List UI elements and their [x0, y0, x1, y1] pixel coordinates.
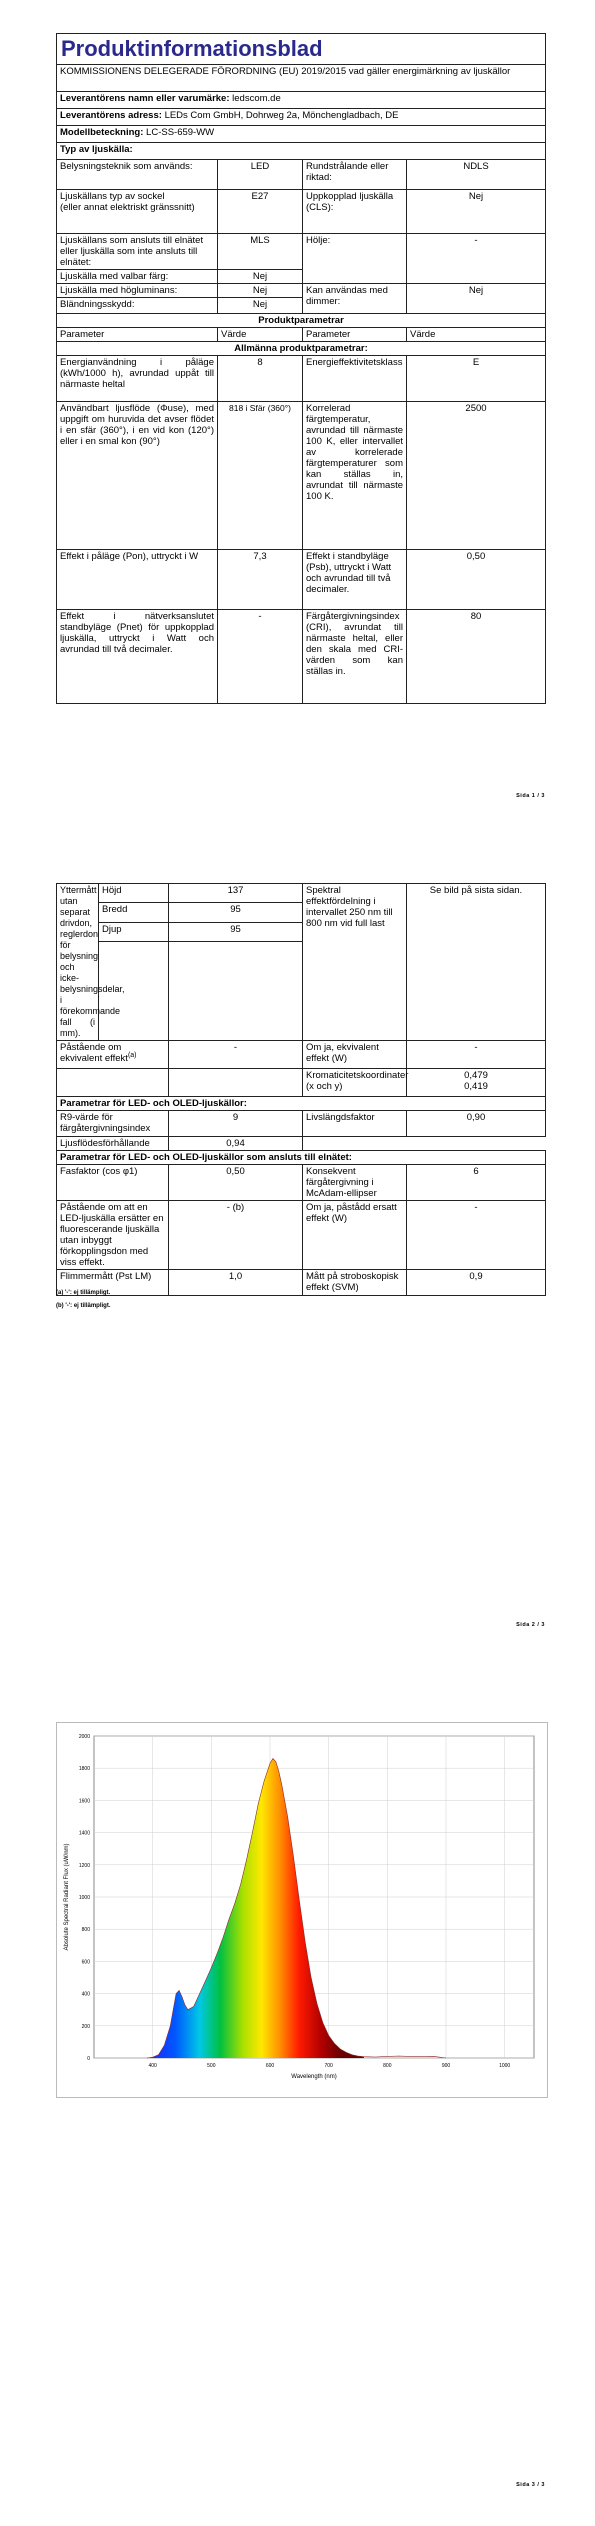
- y-tick-label: 2000: [78, 1734, 90, 1740]
- document-title: Produktinformationsblad: [57, 34, 546, 65]
- y-tick-label: 400: [81, 1991, 90, 1998]
- hl-label: Ljuskälla med högluminans:: [57, 284, 218, 298]
- glare-label: Bländningsskydd:: [57, 298, 218, 314]
- surv-label: Livslängdsfaktor: [303, 1111, 407, 1137]
- r9-value: 9: [169, 1111, 303, 1137]
- replacew-value: -: [407, 1201, 546, 1270]
- model-label: Modellbeteckning:: [60, 127, 144, 138]
- supplier-value: ledscom.de: [232, 93, 281, 104]
- pnet-label: Effekt i nätverksanslutet standbyläge (Pnet) för uppkopplad ljuskälla, uttryckt i Watt och avrundad till två decimaler.: [57, 610, 218, 704]
- equiv-footnote-marker: (a): [127, 1051, 137, 1059]
- flux-label: Användbart ljusflöde (Φuse), med uppgift om huruvida det avser flödet i en sfär (360°), i en vid kon (120°) eller i en smal kon (90°): [57, 402, 218, 550]
- tune-label: Ljuskälla med valbar färg:: [57, 270, 218, 284]
- lum-empty: [303, 1137, 407, 1151]
- led-title: Parametrar för LED- och OLED-ljuskällor:: [57, 1097, 546, 1111]
- model-value: LC-SS-659-WW: [146, 127, 215, 138]
- y-tick-label: 0: [87, 2056, 90, 2062]
- general-title: Allmänna produktparametrar:: [57, 342, 546, 356]
- width-value: 95: [169, 903, 303, 922]
- surv-value: 0,90: [407, 1111, 546, 1137]
- energy-value: 8: [218, 356, 303, 402]
- chrom-empty-1: [57, 1069, 169, 1097]
- cap-value: E27: [218, 190, 303, 234]
- address-row: [57, 109, 546, 126]
- equiv-value: -: [169, 1041, 303, 1069]
- address-label: Leverantörens adress:: [60, 110, 162, 121]
- replace-value: - (b): [169, 1201, 303, 1270]
- depth-label: Djup: [99, 922, 169, 941]
- chrom-x: 0,479: [464, 1070, 488, 1081]
- mains-value: MLS: [218, 234, 303, 270]
- x-tick-label: 1000: [499, 2063, 511, 2069]
- hl-value: Nej: [218, 284, 303, 298]
- pnet-value: -: [218, 610, 303, 704]
- page-number-1: Sida 1 / 3: [516, 793, 545, 799]
- width-label: Bredd: [99, 903, 169, 922]
- x-axis-label: Wavelength (nm): [291, 2074, 337, 2080]
- consist-label: Konsekvent färgåtergivning i McAdam-ellipser: [303, 1165, 407, 1201]
- cap-label-2: (eller annat elektriskt gränssnitt): [60, 202, 195, 213]
- regulation-text: KOMMISSIONENS DELEGERADE FÖRORDNING (EU) 2019/2015 vad gäller energimärkning av ljuskällor: [57, 65, 546, 92]
- x-tick-label: 600: [265, 2063, 275, 2069]
- cri-label: Färgåtergivningsindex (CRI), avrundat till närmaste heltal, eller den skala med CRI-värden som kan ställas in.: [303, 610, 407, 704]
- replacew-label: Om ja, påstådd ersatt effekt (W): [303, 1201, 407, 1270]
- page-2: [0, 883, 595, 1296]
- r9-label: R9-värde för färgåtergivningsindex: [57, 1111, 169, 1137]
- conn-label: Uppkopplad ljuskälla (CLS):: [303, 190, 407, 234]
- energy-label: Energianvändning i påläge (kWh/1000 h), avrundad uppåt till närmaste heltal: [57, 356, 218, 402]
- psb-value: 0,50: [407, 550, 546, 610]
- dim-label: Kan användas med dimmer:: [303, 284, 407, 314]
- supplier-row: [57, 92, 546, 109]
- cap-label: Ljuskällans typ av sockel: [60, 191, 165, 202]
- dim-value: Nej: [407, 284, 546, 314]
- model-row: [57, 126, 546, 143]
- product-info-table-page2: [56, 883, 546, 1296]
- svm-value: 0,9: [407, 1270, 546, 1296]
- type-label: Typ av ljuskälla:: [57, 143, 546, 160]
- tune-value: Nej: [218, 270, 303, 284]
- spectrum-chart: [56, 1722, 548, 2098]
- eclass-label: Energieffektivitetsklass: [303, 356, 407, 402]
- footnote-b: (b) '-': ej tillämpligt.: [56, 1303, 111, 1309]
- cct-value: 2500: [407, 402, 546, 550]
- chrom-label: Kromaticitetskoordinater (x och y): [303, 1069, 407, 1097]
- mains-label: Ljuskällans som ansluts till elnätet eller ljuskälla som inte ansluts till elnätet:: [57, 234, 218, 270]
- nondir-label: Rundstrålande eller riktad:: [303, 160, 407, 190]
- header-value-2: Värde: [407, 328, 546, 342]
- consist-value: 6: [407, 1165, 546, 1201]
- equiv-cell: [57, 1041, 169, 1069]
- nondir-value: NDLS: [407, 160, 546, 190]
- svm-label: Mått på stroboskopisk effekt (SVM): [303, 1270, 407, 1296]
- pon-label: Effekt i påläge (Pon), uttryckt i W: [57, 550, 218, 610]
- replace-label: Påstående om att en LED-ljuskälla ersätter en fluorescerande ljuskälla utan inbyggt förkopplingsdon med viss effekt.: [57, 1201, 169, 1270]
- env-value: -: [407, 234, 546, 284]
- cap-cell: [57, 190, 218, 234]
- conn-value: Nej: [407, 190, 546, 234]
- psb-label: Effekt i standbyläge (Psb), uttryckt i Watt och avrundad till två decimaler.: [303, 550, 407, 610]
- page-number-3: Sida 3 / 3: [516, 2482, 545, 2488]
- lum-empty-2: [407, 1137, 546, 1151]
- equiv-label: Påstående om ekvivalent effekt: [60, 1042, 128, 1064]
- y-axis-label: Absolute Spectral Radiant Flux (uW/nm): [64, 1843, 70, 1951]
- y-tick-label: 800: [81, 1927, 90, 1934]
- header-value-1: Värde: [218, 328, 303, 342]
- cri-value: 80: [407, 610, 546, 704]
- eclass-value: E: [407, 356, 546, 402]
- chrom-y: 0,419: [464, 1081, 488, 1092]
- page-number-2: Sida 2 / 3: [516, 1622, 545, 1628]
- header-param-1: Parameter: [57, 328, 218, 342]
- pf-label: Fasfaktor (cos φ1): [57, 1165, 169, 1201]
- y-tick-label: 200: [81, 2023, 90, 2030]
- y-tick-label: 1200: [78, 1862, 90, 1869]
- y-tick-label: 1600: [78, 1798, 90, 1805]
- params-title: Produktparametrar: [57, 314, 546, 328]
- chrom-values: [407, 1069, 546, 1097]
- chrom-empty-2: [169, 1069, 303, 1097]
- x-tick-label: 900: [441, 2063, 451, 2069]
- height-value: 137: [169, 884, 303, 903]
- tech-label: Belysningsteknik som används:: [57, 160, 218, 190]
- height-label: Höjd: [99, 884, 169, 903]
- dims-label: Yttermått utan separat drivdon, reglerdon för belysning och icke-belysningsdelar, i förekommande fall (i mm).: [57, 884, 99, 1041]
- product-info-table-page1: [56, 33, 546, 704]
- x-tick-label: 800: [383, 2063, 392, 2069]
- spd-label: Spektral effektfördelning i intervallet 250 nm till 800 nm vid full last: [303, 884, 407, 1041]
- supplier-label: Leverantörens namn eller varumärke:: [60, 93, 230, 104]
- page-1: [0, 33, 595, 704]
- equivw-value: -: [407, 1041, 546, 1069]
- env-label: Hölje:: [303, 234, 407, 284]
- flux-value: 818 i Sfär (360°): [218, 402, 303, 550]
- glare-value: Nej: [218, 298, 303, 314]
- y-tick-label: 600: [81, 1959, 90, 1966]
- flicker-label: Flimmermått (Pst LM): [57, 1270, 169, 1296]
- mains-title: Parametrar för LED- och OLED-ljuskällor som ansluts till elnätet:: [57, 1151, 546, 1165]
- tech-value: LED: [218, 160, 303, 190]
- x-tick-label: 500: [207, 2063, 216, 2069]
- dims-empty-2: [169, 941, 303, 1040]
- pon-value: 7,3: [218, 550, 303, 610]
- y-tick-label: 1400: [78, 1830, 90, 1837]
- lum-label: Ljusflödesförhållande: [57, 1137, 169, 1151]
- y-tick-label: 1000: [78, 1895, 90, 1901]
- flicker-value: 1,0: [169, 1270, 303, 1296]
- equivw-label: Om ja, ekvivalent effekt (W): [303, 1041, 407, 1069]
- x-tick-label: 400: [148, 2063, 157, 2069]
- cct-label: Korrelerad färgtemperatur, avrundad till närmaste 100 K, eller intervallet av korrelerade färgtemperaturer som kan ställas in, avrundat till närmaste 100 K.: [303, 402, 407, 550]
- pf-value: 0,50: [169, 1165, 303, 1201]
- address-value: LEDs Com GmbH, Dohrweg 2a, Mönchengladbach, DE: [164, 110, 399, 121]
- y-tick-label: 1800: [78, 1766, 90, 1773]
- x-tick-label: 700: [324, 2063, 333, 2069]
- depth-value: 95: [169, 922, 303, 941]
- header-param-2: Parameter: [303, 328, 407, 342]
- spd-value: Se bild på sista sidan.: [407, 884, 546, 1041]
- lum-value: 0,94: [169, 1137, 303, 1151]
- footnote-a: (a) '-': ej tillämpligt.: [56, 1290, 111, 1296]
